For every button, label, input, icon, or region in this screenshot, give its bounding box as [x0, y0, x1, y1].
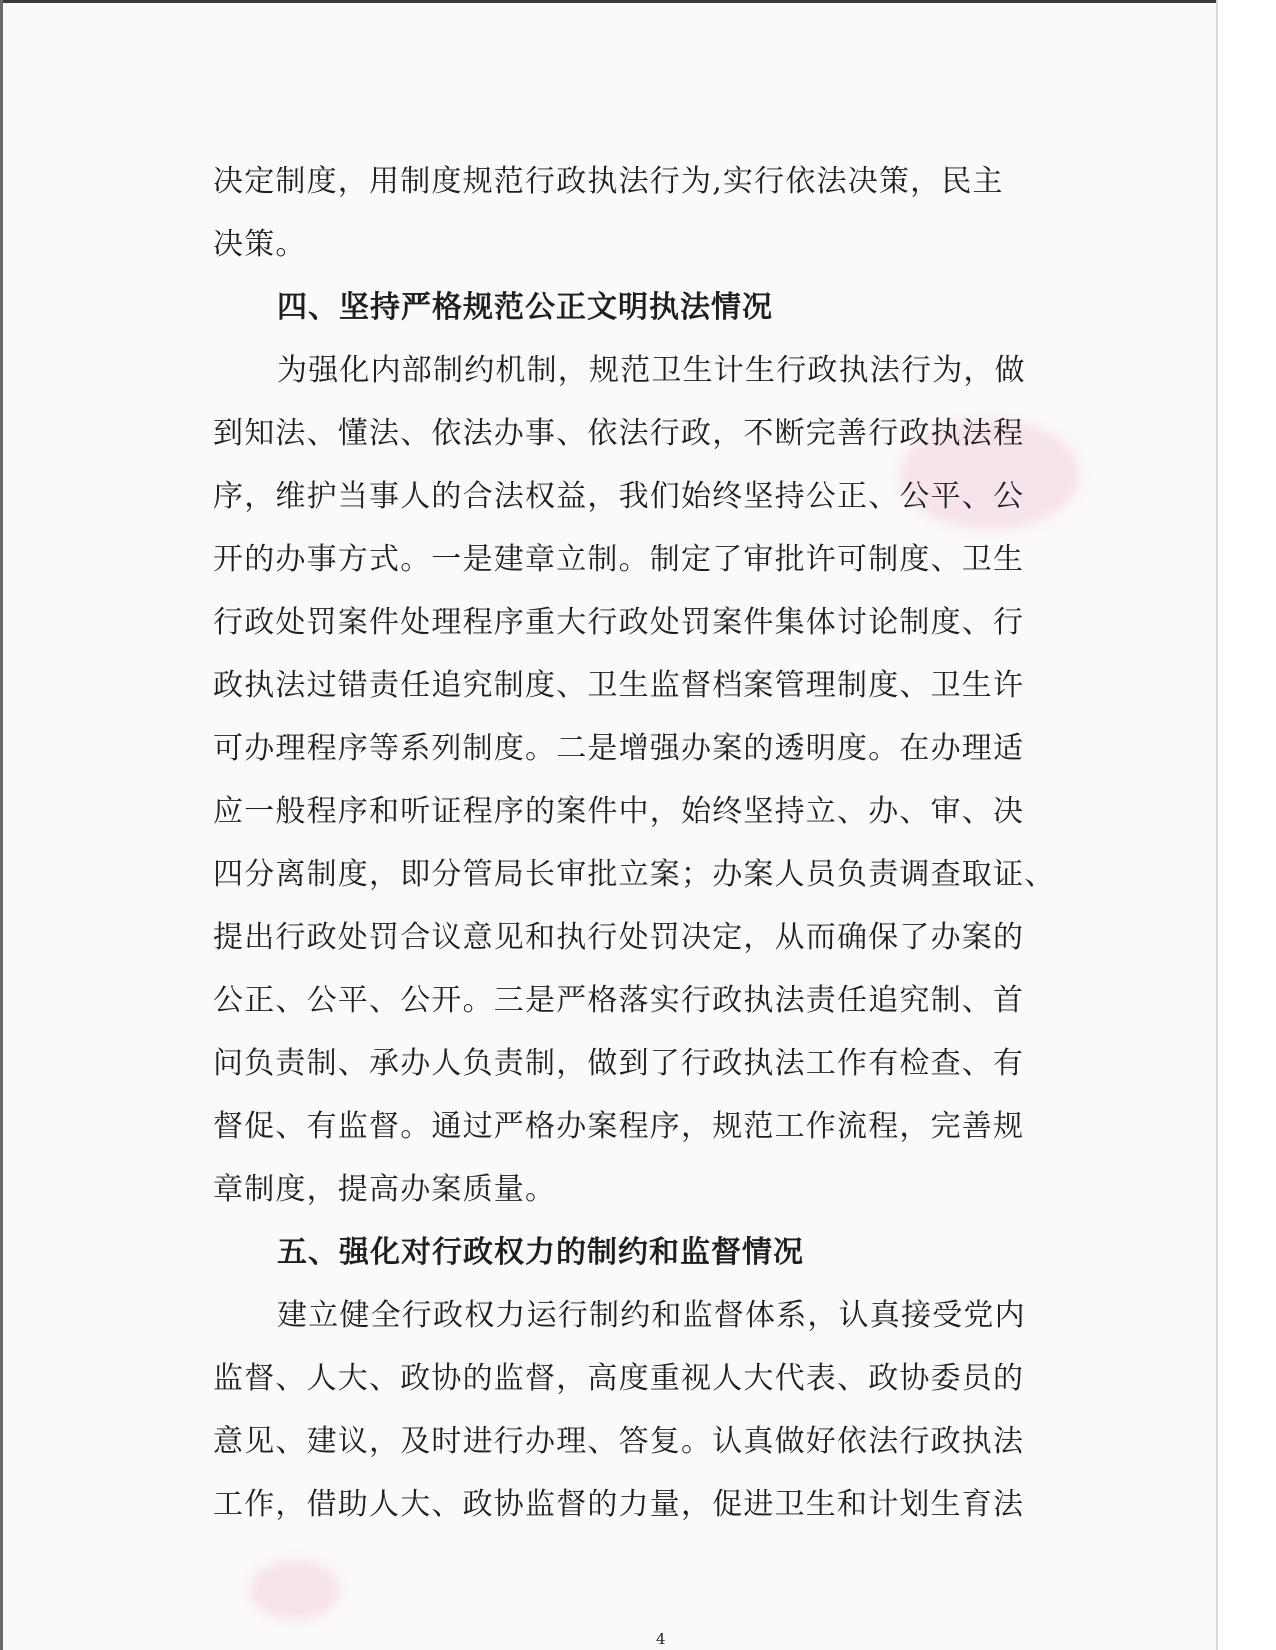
- text-line: 问负责制、承办人负责制，做到了行政执法工作有检查、有: [213, 1046, 1025, 1081]
- ink-smudge: [250, 1560, 340, 1620]
- text-line: 督促、有监督。通过严格办案程序，规范工作流程，完善规: [213, 1109, 1025, 1144]
- text-line: 行政处罚案件处理程序重大行政处罚案件集体讨论制度、行: [213, 605, 1025, 640]
- text-line: 决策。: [213, 227, 307, 262]
- body-text: [213, 150, 1093, 1536]
- text-line: 章制度，提高办案质量。: [213, 1172, 557, 1207]
- scan-edge-top: [0, 0, 1276, 3]
- text-line: 监督、人大、政协的监督，高度重视人大代表、政协委员的: [213, 1361, 1025, 1396]
- scan-edge-right: [1216, 0, 1218, 1650]
- text-line: 工作，借助人大、政协监督的力量，促进卫生和计划生育法: [213, 1487, 1025, 1522]
- text-line: 四分离制度，即分管局长审批立案；办案人员负责调查取证、: [213, 857, 1056, 892]
- text-line: 意见、建议，及时进行办理、答复。认真做好依法行政执法: [213, 1424, 1025, 1459]
- text-line: 可办理程序等系列制度。二是增强办案的透明度。在办理适: [213, 731, 1025, 766]
- section-heading: 四、坚持严格规范公正文明执法情况: [277, 290, 773, 325]
- scan-margin-right: [1216, 0, 1276, 1650]
- text-line: 决定制度，用制度规范行政执法行为,实行依法决策，民主: [213, 164, 1004, 199]
- text-line: 到知法、懂法、依法办事、依法行政，不断完善行政执法程: [213, 416, 1025, 451]
- paragraph-first-line: 为强化内部制约机制，规范卫生计生行政执法行为，做: [277, 353, 1026, 388]
- text-line: 序，维护当事人的合法权益，我们始终坚持公正、公平、公: [213, 479, 1025, 514]
- page-number: 4: [656, 1630, 666, 1648]
- text-line: 开的办事方式。一是建章立制。制定了审批许可制度、卫生: [213, 542, 1025, 577]
- text-line: 政执法过错责任追究制度、卫生监督档案管理制度、卫生许: [213, 668, 1025, 703]
- text-line: 提出行政处罚合议意见和执行处罚决定，从而确保了办案的: [213, 920, 1025, 955]
- text-line: 公正、公平、公开。三是严格落实行政执法责任追究制、首: [213, 983, 1025, 1018]
- text-line: 应一般程序和听证程序的案件中，始终坚持立、办、审、决: [213, 794, 1025, 829]
- section-heading: 五、强化对行政权力的制约和监督情况: [277, 1235, 804, 1270]
- scan-edge-left: [0, 0, 3, 1650]
- paragraph-first-line: 建立健全行政权力运行制约和监督体系，认真接受党内: [277, 1298, 1026, 1333]
